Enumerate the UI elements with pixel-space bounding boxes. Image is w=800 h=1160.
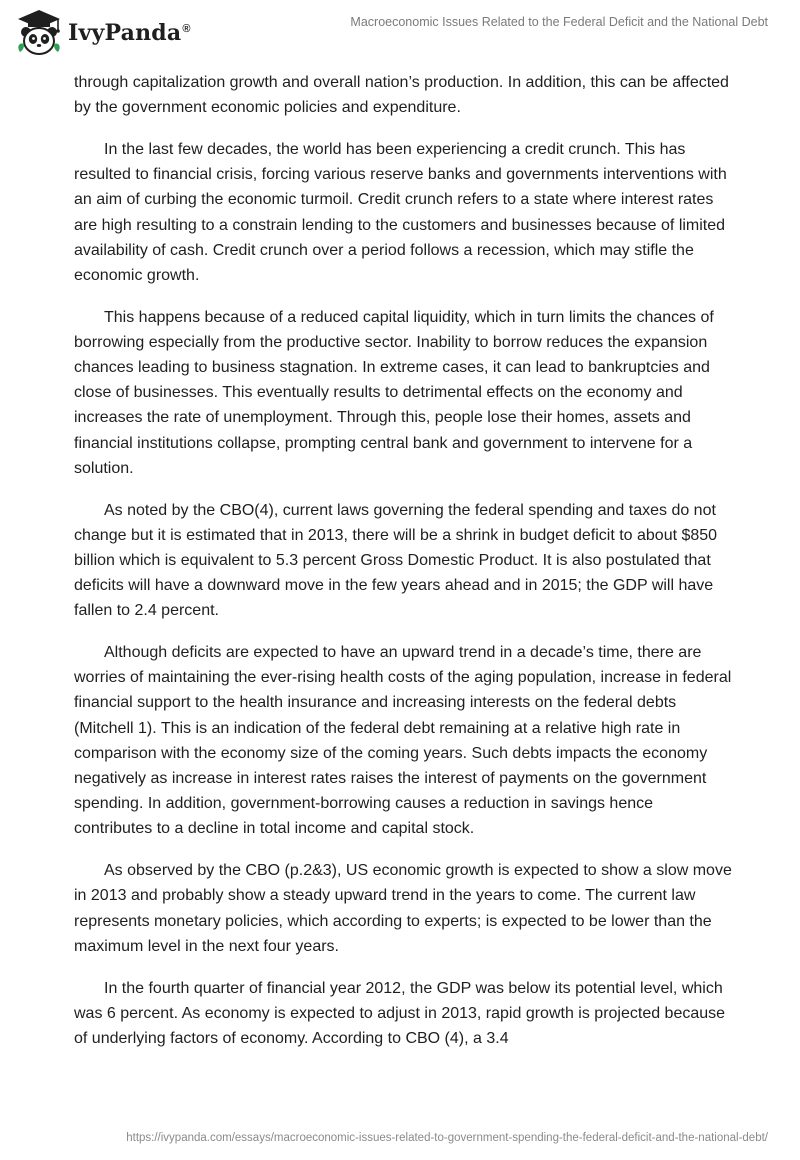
registered-mark: ® [182, 22, 191, 35]
paragraph: This happens because of a reduced capital liquidity, which in turn limits the chances of borrowing especially from the productive sector. Inability to borrow reduces the expansion chances leading to business stagnation. In extreme cases, it can lead to bankruptcies and close of businesses. This eventually results to detrimental effects on the economy and increases the rate of unemployment. Through this, people lose their homes, assets and financial institutions collapse, prompting central bank and government to intervene for a solution. [74, 308, 714, 477]
paragraph: Although deficits are expected to have an upward trend in a decade’s time, there are worries of maintaining the ever-rising health costs of the aging population, increase in federal financial support to the health insurance and increasing interests on the federal debts (Mitchell 1). This is an indication of the federal debt remaining at a relative high rate in comparison with the economy size of the coming years. Such debts impacts the economy negatively as increase in interest rates raises the interest of payments on the government spending. In addition, government-borrowing causes a reduction in savings hence contributes to a decline in total income and capital stock. [74, 644, 732, 838]
paragraph: through capitalization growth and overall nation’s production. In addition, this can be affected by the government economic policies and expenditure. [74, 74, 729, 117]
brand-name: IvyPanda® [68, 20, 191, 46]
essay-body [74, 70, 734, 1068]
paragraph: In the fourth quarter of financial year 2012, the GDP was below its potential level, which was 6 percent. As economy is expected to adjust in 2013, rapid growth is projected because of underlying factors of economy. According to CBO (4), a 3.4 [74, 979, 726, 1047]
panda-graduate-icon [14, 8, 64, 58]
ivypanda-logo[interactable] [14, 8, 191, 58]
paragraph: As noted by the CBO(4), current laws governing the federal spending and taxes do not change but it is estimated that in 2013, there will be a shrink in budget deficit to about $850 billion which is equivalent to 5.3 percent Gross Domestic Product. It is also postulated that deficits will have a downward move in the few years ahead and in 2015; the GDP will have fallen to 2.4 percent. [74, 501, 718, 620]
paragraph: In the last few decades, the world has been experiencing a credit crunch. This has resulted to financial crisis, forcing various reserve banks and governments interventions with an aim of curbing the economic turmoil. Credit crunch refers to a state where interest rates are high resulting to a constrain lending to the customers and businesses because of limited availability of cash. Credit crunch over a period follows a recession, which may stifle the economic growth. [74, 140, 727, 284]
source-url-link[interactable]: https://ivypanda.com/essays/macroeconomic-issues-related-to-government-spending-the-federal-deficit-and-the-national-debt/ [126, 1132, 768, 1144]
page-header [0, 0, 800, 62]
paragraph: As observed by the CBO (p.2&3), US economic growth is expected to show a slow move in 2013 and probably show a steady upward trend in the years to come. The current law represents monetary policies, which according to experts; is expected to be lower than the maximum level in the next four years. [74, 862, 732, 955]
document-title: Macroeconomic Issues Related to the Federal Deficit and the National Debt [350, 15, 768, 29]
